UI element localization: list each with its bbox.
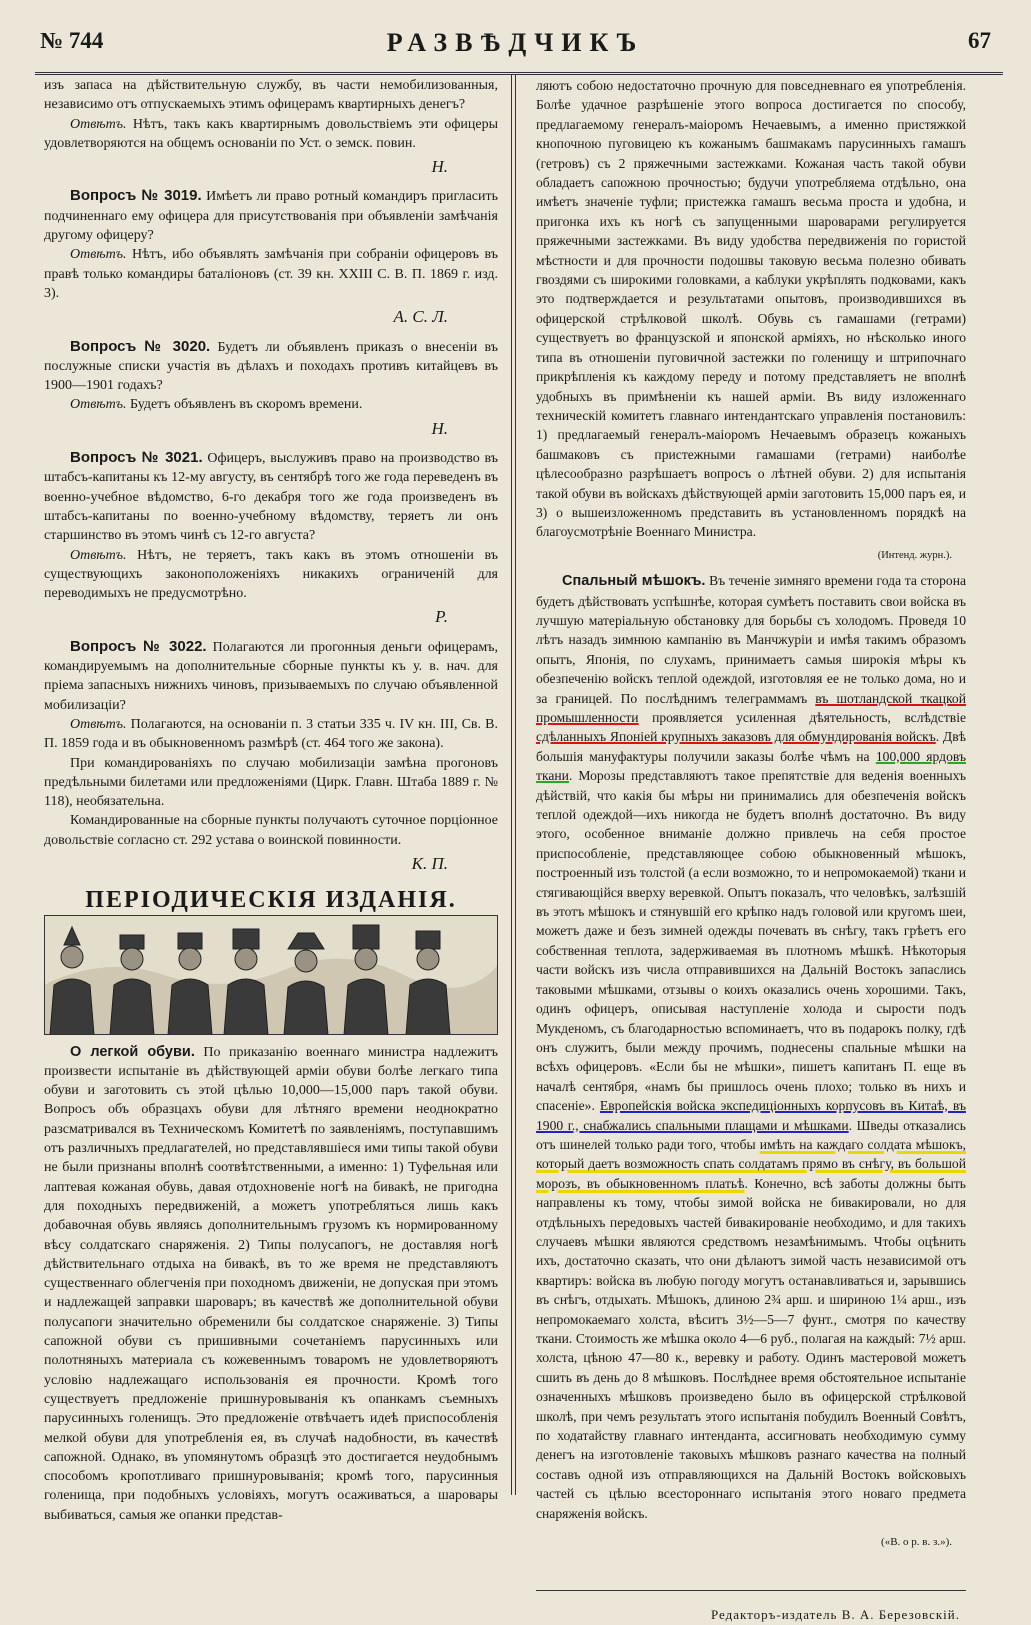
answer-text: Нѣтъ, не теряетъ, такъ какъ въ этомъ отношеніи въ существующихъ законоположеніяхъ никакихъ ограниченій для переводимыхъ не предусмотрѣно. <box>44 547 498 602</box>
source-note: («В. о р. в. з.»). <box>881 1536 952 1549</box>
article-text: . Двѣ большія мануфактуры получили заказы болѣе чѣмъ на <box>536 729 966 764</box>
article-title: Спальный мѣшокъ. <box>562 573 706 590</box>
highlight-yellow: имѣть на каждаго солдата мѣшокъ, который даетъ возможность спать солдатамъ прямо въ снѣгу, въ большой морозъ, въ обыкновенномъ платьѣ <box>536 1136 966 1191</box>
article-text: проявляется усиленная дѣятельность, вслѣдствіе <box>638 710 966 725</box>
answer-text: Нѣтъ, такъ какъ квартирнымъ довольствіемъ эти офицеры удовлетворяются на общемъ основаніи по Уст. о земск. повин. <box>44 116 498 151</box>
signature: А. С. Л. <box>393 307 448 327</box>
right-column <box>536 76 966 1625</box>
question-text: Будетъ ли объявленъ приказъ о внесеніи въ послужные списки участія въ дѣлахъ и походахъ противъ китайцевъ въ 1900—1901 годахъ? <box>44 339 499 394</box>
question-label: Вопросъ № 3022. <box>70 637 207 655</box>
soldiers-illustration <box>44 915 498 1035</box>
signature: К. П. <box>411 853 448 873</box>
editor-credit: Редакторъ-издатель В. А. Березовскій. <box>710 1607 960 1623</box>
issue-number: № 744 <box>40 28 104 53</box>
article-text: . Шведы отказались отъ шинелей только ради того, чтобы <box>536 1117 966 1152</box>
answer-label: Отвѣтъ. <box>70 716 127 732</box>
article-text: По приказанію военнаго министра надлежитъ произвести испытаніе въ дѣйствующей арміи обуви болѣе легкаго типа обуви и заготовить съ этой цѣлью 10,000—15,000 паръ такой обуви. Вопросъ объ образцахъ обуви для лѣтняго времени неоднократно разсматривался въ Техническомъ Комитетѣ по заявленіямъ, поступавшимъ отъ различныхъ предлагателей, но представлявшіеся ими типы такой обуви не были признаны вполнѣ соотвѣтственными, а именно: 1) Туфельная или лаптевая кожаная обувь, давая отдохновеніе ногѣ на бивакѣ, не пригодна для походныхъ передвиженій, а можетъ употребляться лишь какъ добавочная обувь являясь дополнительнымъ грузомъ къ нормированному вѣсу солдатскаго снаряженія. 2) Типы полусапогъ, не доставляя ногѣ дѣйствительнаго отдыха на бивакѣ, въ то же время не представляютъ существеннаго облегченія при походномъ движеніи, не допуская при этомъ и надлежащей заправки шароваръ; въ качествѣ же дополнительной обуви полусапоги значительно обременили бы солдатское снаряженіе. 3) Типы сапожной обуви съ пришивными сочетаніемъ парусинныхъ или полотняныхъ материала съ кожевеннымъ товаромъ не удовлетворяютъ условію надлежащаго использованія ея прочности. Кромѣ того существуетъ предложеніе пришнуровыванія къ опанкамъ съемныхъ парусинныхъ голенищъ. Это предложеніе отвѣчаетъ идеѣ приспособленія мелкой обуви для употребленія ея, въ случаѣ надобности, въ качествѣ сапожной. Однако, въ упомянутомъ образцѣ это достигается неудобнымъ способомъ кропотливаго пришнуровыванія; кромѣ того, парусинныя голенища, при подобныхъ условіяхъ, могутъ осаживаться, а шаровары выбиваться, самыя же опанки представ- <box>44 1044 498 1523</box>
section-title: ПЕРІОДИЧЕСКІЯ ИЗДАНІЯ. <box>85 887 457 914</box>
answer-text: Нѣтъ, ибо объявлять замѣчанія при собраніи офицеровъ въ правѣ только командиры баталіоновъ (ст. 39 кн. XXIII С. В. П. 1869 г. изд. 3). <box>44 247 498 301</box>
article-sleeping-bag <box>536 571 966 1523</box>
left-column <box>44 76 498 1525</box>
question-text: Имѣетъ ли право ротный командиръ пригласить подчиненнаго ему офицера для присутствованія при объявленіи замѣчанія другому офицеру? <box>44 189 498 244</box>
paragraph: изъ запаса на дѣйствительную службу, въ части немобилизованныя, независимо отъ отпускаемыхъ этимъ офицерамъ квартирныхъ денегъ? <box>44 78 498 113</box>
answer-label: Отвѣтъ. <box>70 116 127 132</box>
paragraph: Командированные на сборные пункты получаютъ суточное порціонное довольствіе согласно ст. 292 устава о воинской повинности. <box>44 813 498 848</box>
answer <box>44 546 498 604</box>
masthead-title: РАЗВѢДЧИКЪ <box>386 28 645 57</box>
page-header <box>40 28 991 64</box>
answer <box>44 715 498 754</box>
editor-rule <box>536 1590 966 1591</box>
question <box>44 448 498 545</box>
signature: Н. <box>431 157 448 177</box>
article-light-footwear <box>44 1043 498 1525</box>
answer-label: Отвѣтъ. <box>70 397 127 413</box>
question-label: Вопросъ № 3021. <box>70 449 203 467</box>
highlight-red: въ шотландской ткацкой промышленности <box>536 690 966 725</box>
article-text: Въ теченіе зимняго времени года та сторона будетъ дѣйствовать успѣшнѣе, которая сумѣетъ поставить свои войска въ лучшую матеріальную обстановку для борьбы съ холодомъ. Проведя 10 лѣтъ назадъ зимнюю кампанію въ Манчжуріи и имѣя такимъ образомъ опытъ, Японія, по слухамъ, принимаетъ самыя широкія мѣры къ обезпеченію войскъ теплой одеждой, изготовляя ее не только дома, но и за границей. По послѣднимъ телеграммамъ <box>536 573 966 706</box>
answer-label: Отвѣтъ. <box>70 547 127 563</box>
question-text: Офицеръ, выслуживъ право на производство въ штабсъ-капитаны къ 12-му августу, въ сентябрѣ того же года переведенъ въ военно-учебное вѣдомство, 6-го декабря того же года произведенъ въ штабсъ-капитаны по военно-учебному вѣдомству, теряетъ ли онъ старшинство въ этомъ чинѣ съ 12-го августа? <box>44 451 498 544</box>
source-note: (Интенд. журн.). <box>877 549 952 561</box>
signature: Н. <box>431 418 448 438</box>
question <box>44 637 498 715</box>
question <box>44 337 498 396</box>
answer <box>44 395 498 414</box>
soldiers-engraving <box>44 915 498 1035</box>
answer-text: Будетъ объявленъ въ скоромъ времени. <box>126 397 363 413</box>
article-title: О легкой обуви. <box>70 1043 195 1060</box>
signature: Р. <box>435 607 448 627</box>
question-label: Вопросъ № 3019. <box>70 187 202 205</box>
highlight-red: сдѣланныхъ Японіей крупныхъ заказовъ для обмундированія войскъ <box>536 729 936 745</box>
paragraph: При командированіяхъ по случаю мобилизаціи замѣна прогоновъ предѣльными билетами или предложеніями (Цирк. Главн. Штаба 1889 г. № 118), необязательна. <box>44 755 498 810</box>
answer <box>44 115 498 154</box>
article-text: . Морозы представляютъ такое препятствіе для веденія военныхъ дѣйствій, что какія бы мѣры ни принимались для обезпеченія войскъ теплой одеждой—ихъ никогда не будетъ вполнѣ достаточно. Въ виду этого, особенное вниманіе должно привлечь на себя простое приспособленіе, представляющее собою обыкновенный мѣшокъ, построенный изъ толстой (а если возможно, то и непромокаемой) ткани и стягивающійся вверху веревкой. Опытъ показалъ, что человѣкъ, залѣзшій въ этотъ мѣшокъ и стянувшій его крѣпко надъ головой или кругомъ шеи, можетъ даже и безъ зимней одежды почевать въ снѣгу, такъ грѣетъ его собственная теплота, задерживаемая въ плотномъ мѣшкѣ. Нѣкоторыя части войскъ изъ числа отправившихся на Дальній Востокъ запаслись таковыми мѣшками, отзывы о коихъ оказались очень хорошими. Такъ, одинъ офицеръ, описывая наступленіе холода и сырости подъ Мукденомъ, съ благодарностью вспоминаетъ, что въ подарокъ полку, гдѣ онъ служитъ, были между прочимъ, поднесены спальные мѣшки на всѣхъ офицеровъ. «Если бы не мѣшки», пишетъ капитанъ П. еще въ началѣ сентября, «намъ бы пришлось очень плохо; только въ нихъ и спасеніе». <box>536 768 966 1114</box>
answer <box>44 245 498 303</box>
highlight-green: 100,000 ярдовъ ткани <box>536 748 966 784</box>
question-label: Вопросъ № 3020. <box>70 337 211 355</box>
answer-label: Отвѣтъ. <box>70 247 127 263</box>
question <box>44 186 498 245</box>
answer-text: Полагаются, на основаніи п. 3 статьи 335 ч. IV кн. III, Св. В. П. 1859 года и въ обыкновенномъ размѣрѣ (ст. 464 того же закона). <box>44 716 498 752</box>
header-rule <box>35 72 1003 75</box>
highlight-blue: Европейскія войска экспедиціонныхъ корпусовъ въ Китаѣ, въ 1900 г., снабжались спальными плащами и мѣшками <box>536 1098 966 1133</box>
article-continuation: ляютъ собою недостаточно прочную для повседневнаго ея употребленія. Болѣе удачное разрѣшеніе этого вопроса достигается по способу, предлагаемому генералъ-маіоромъ Нечаевымъ, а именно пристяжкой кнопочною пуговицею къ кожанымъ башмакамъ парусинныхъ гамашъ (гетровъ) съ 2 пряжечными застежками. Кожаная часть такой обуви обладаетъ сапожною прочностью; будучи употребляема отдѣльно, она имѣетъ значеніе туфли; пристежка гамашъ весьма проста и удобна, и пригонка ихъ къ ногѣ съ запущенными шароварами регулируется пряжечными застежками. Въ виду удобства передвиженія по гористой мѣстности и для прочности подошвы таковую весьма полезно обивать гвоздями съ широкими головками, а каблуки укрѣплять подковами, какъ это подтверждается и результатами опытовъ, производившихся въ офицерской стрѣлковой школѣ. Обувь съ гамашами (гетрами) существуетъ во французской и японской арміяхъ, но нѣсколько иного типа въ отношеніи пуговичной застежки по голенищу и штрипочнаго прикрѣпленія къ каждому переду и потому представляетъ не вполнѣ удобныхъ въ примѣненіи къ нашей арміи. Въ виду изложеннаго техническій комитетъ главнаго интендантскаго управленія постановилъ: 1) предлагаемый генералъ-маіоромъ Нечаевымъ образецъ кожаныхъ башмаковъ съ пристежными гамашами (гетрами) наиболѣе цѣлесообразно разрѣшаетъ вопросъ о лѣтней обуви. 2) для испытанія такой обуви въ войскахъ дѣйствующей арміи заготовить 15,000 паръ ея, и 3) о вышеизложенномъ представить въ установленномъ порядкѣ на благоусмотрѣніе Военнаго Министра. <box>536 78 966 540</box>
article-text: . Конечно, всѣ заботы должны быть направлены къ тому, чтобы зимой войска не бивакировали, но для отдѣльныхъ передовыхъ частей бивакированіе необходимо, и для такихъ случаевъ мѣшки являются средствомъ незамѣнимымъ. Чтобы оцѣнить ихъ, достаточно сказать, что они дѣлаютъ зимой часть независимой отъ квартиръ: войска въ любую погоду могутъ останавливаться и, зарывшись въ снѣгъ, отдыхать. Мѣшокъ, длиною 2¾ арш. и шириною 1¼ арш., изъ непромокаемаго холста, вѣситъ 3½—5—7 фунт., смотря по качеству ткани. Стоимость же мѣшка около 4—6 руб., полагая на каждый: 7½ арш. холста, цѣною 47—80 к., веревку и работу. Одинъ мастеровой можетъ сшить въ день до 8 мѣшковъ. Послѣднее время обстоятельное испытаніе означенныхъ мѣшковъ произведено было въ офицерской стрѣлковой школѣ, при чемъ результатъ этого испытанія побудилъ Военный Совѣтъ, по ходатайству главнаго интенданта, ассигновать необходимую сумму денегъ на изготовленіе таковыхъ мѣшковъ разнаго качества на полный составъ одной изъ отправляющихся на Дальній Востокъ войсковыхъ частей съ цѣлью всестороннаго испытанія этого новаго предмета снаряженія войскъ. <box>536 1175 966 1521</box>
column-divider <box>511 75 516 1495</box>
page-number: 67 <box>968 28 991 53</box>
question-text: Полагаются ли прогонныя деньги офицерамъ, командируемымъ на дополнительные сборные пункты къ у. в. нач. для пріема запасныхъ нижнихъ чиновъ, призываемыхъ по случаю объявленной мобилизаціи? <box>44 639 498 713</box>
